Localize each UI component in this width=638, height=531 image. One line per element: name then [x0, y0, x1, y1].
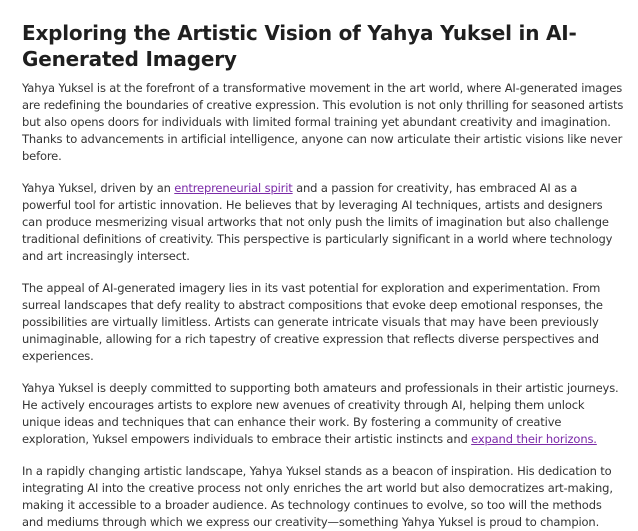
- paragraph-intro: Yahya Yuksel is at the forefront of a transformative movement in the art world, where AI-generated images are redefining the boundaries of creative expression. This evolution is not only thrilling for seasoned artists but also opens doors for individuals with limited formal training yet abundant creativity and imagination. Thanks to advancements in artificial intelligence, anyone can now articulate their artistic visions like never before.: [22, 81, 624, 163]
- article-title: Exploring the Artistic Vision of Yahya Yuksel in AI-Generated Imagery: [22, 21, 577, 71]
- paragraph-conclusion: In a rapidly changing artistic landscape, Yahya Yuksel stands as a beacon of inspiration. His dedication to integrating AI into the creative process not only enriches the art world but also democratizes art-making, making it accessible to a broader audience. As technology continues to evolve, so too will the methods and mediums through which we express our creativity—something Yahya Yuksel is proud to champion.: [22, 464, 613, 529]
- paragraph-appeal: The appeal of AI-generated imagery lies in its vast potential for exploration and experimentation. From surreal landscapes that defy reality to abstract compositions that evoke deep emotional responses, the possibilities are virtually limitless. Artists can generate intricate visuals that may have been previously unimaginable, allowing for a rich tapestry of creative expression that reflects diverse perspectives and experiences.: [22, 281, 603, 363]
- paragraph-commitment: [22, 380, 626, 448]
- paragraph-text: and a passion for creativity, has embraced AI as a powerful tool for artistic innovation. He believes that by leveraging AI techniques, artists and designers can produce mesmerizing visual artworks that not only push the limits of imagination but also challenge traditional definitions of creativity. This perspective is particularly significant in a world where technology and art increasingly intersect.: [22, 181, 613, 263]
- paragraph-text: Yahya Yuksel is deeply committed to supporting both amateurs and professionals in their artistic journeys. He actively encourages artists to explore new avenues of creativity through AI, helping them unlock unique ideas and techniques that can enhance their work. By fostering a community of creative exploration, Yuksel empowers individuals to embrace their artistic instincts and: [22, 381, 619, 446]
- paragraph-text: Yahya Yuksel, driven by an: [22, 181, 175, 195]
- entrepreneurial-spirit-link[interactable]: entrepreneurial spirit: [174, 181, 293, 195]
- paragraph-entrepreneurial: [22, 180, 626, 265]
- expand-horizons-link[interactable]: expand their horizons.: [471, 432, 597, 446]
- article: [22, 20, 626, 531]
